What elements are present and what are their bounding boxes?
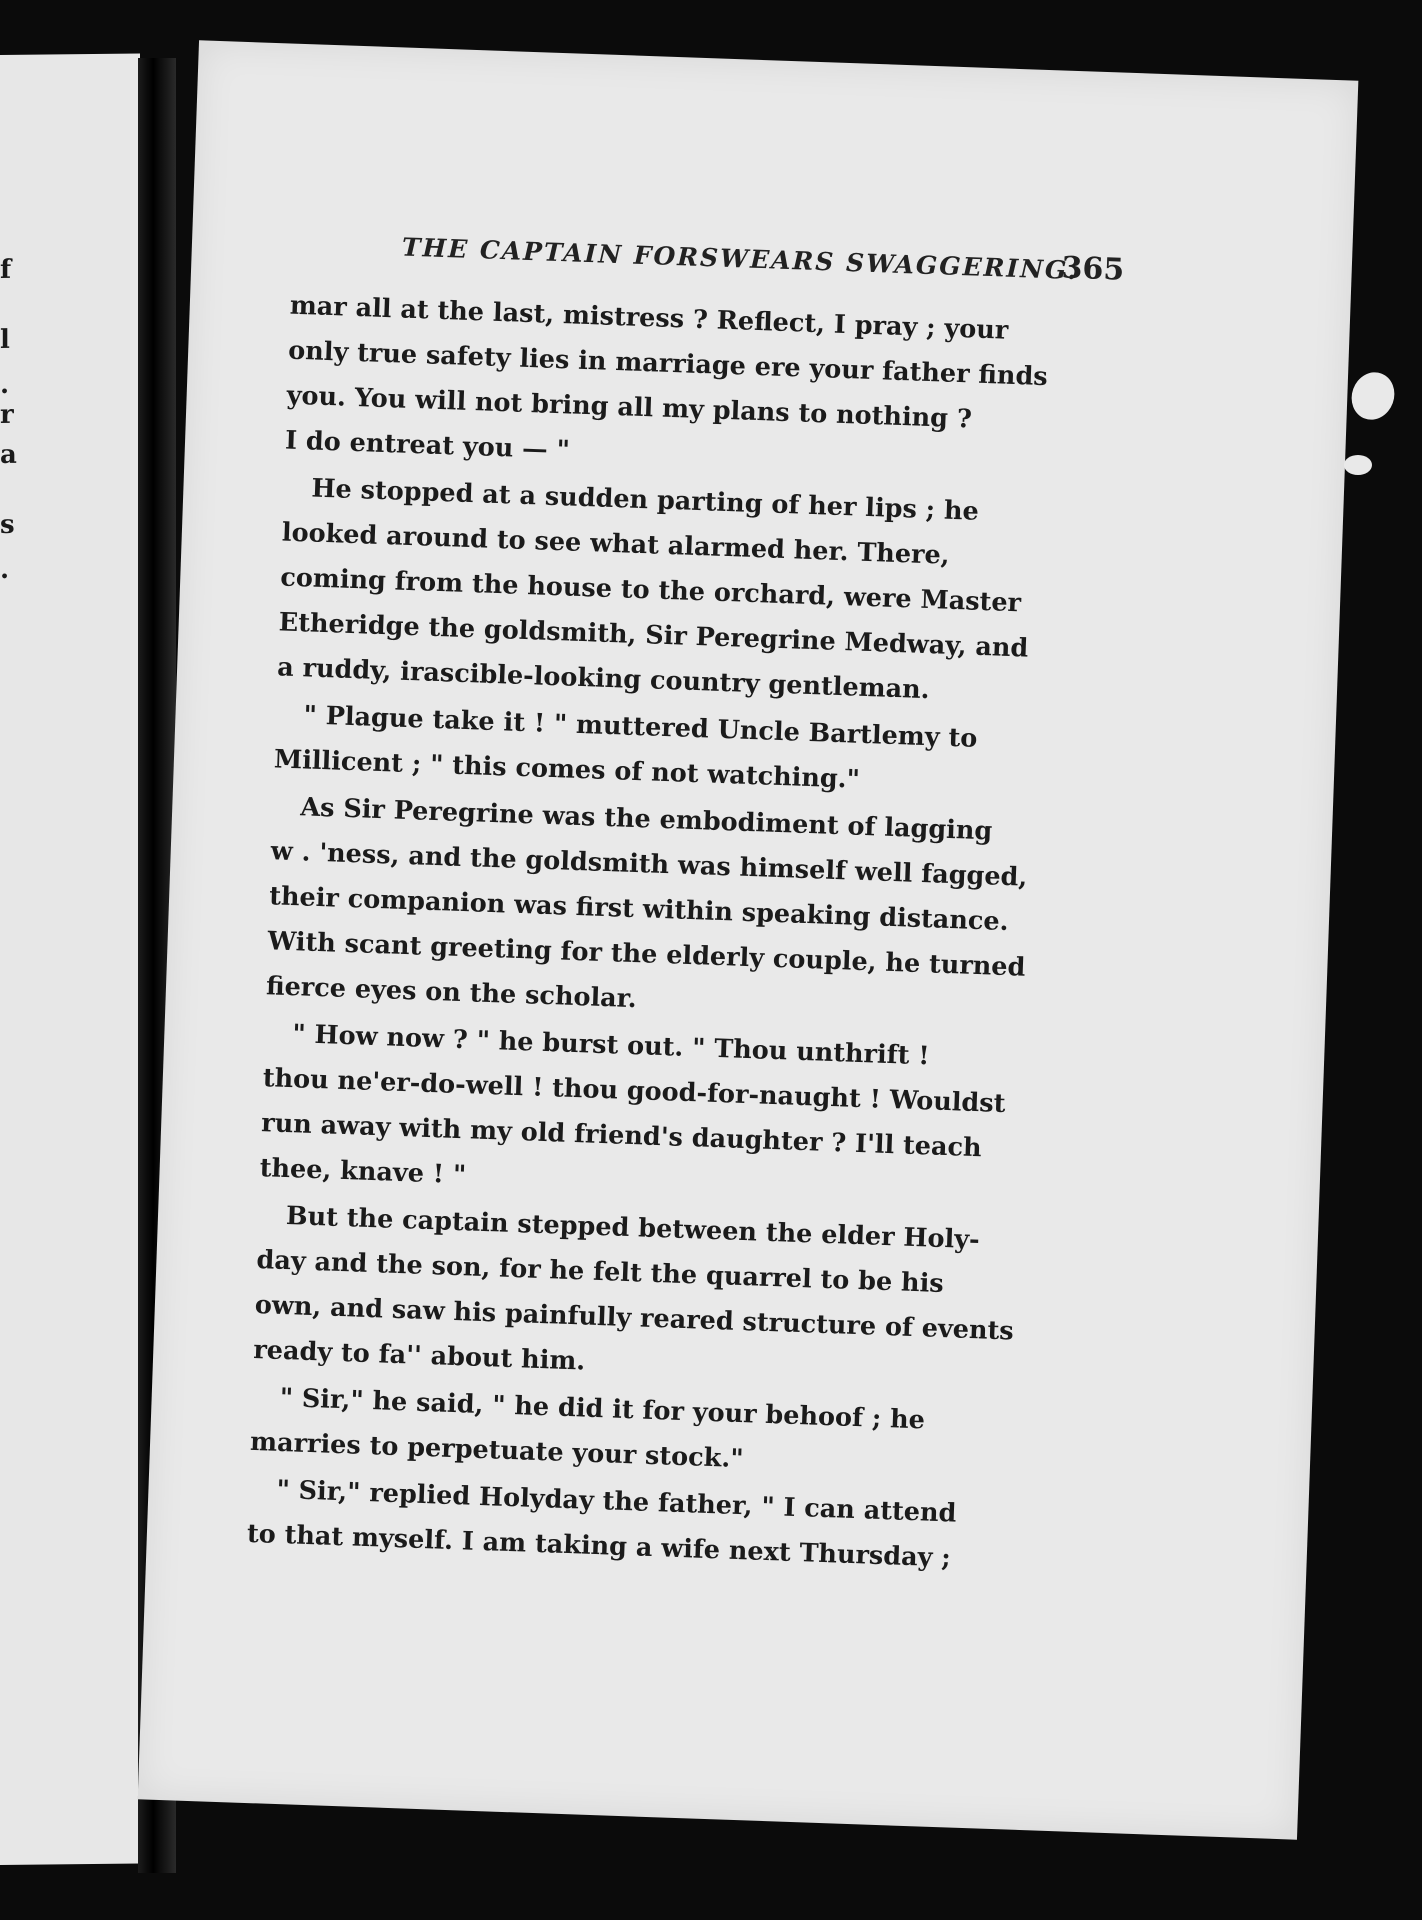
text-line: thou ne'er-do-well ! thou good-for-naught ! Wouldst: [262, 1063, 1006, 1120]
text-line: to that myself. I am taking a wife next Thursday ;: [246, 1518, 952, 1574]
page-number: 365: [1061, 250, 1125, 288]
text-line: looked around to see what alarmed her. There,: [281, 517, 951, 571]
book-page: [138, 40, 1359, 1839]
text-line: day and the son, for he felt the quarrel to be his: [256, 1245, 945, 1300]
paragraph: [259, 1011, 1006, 1214]
text-line: you. You will not bring all my plans to nothing ?: [286, 380, 973, 435]
text-line: their companion was first within speaking distance.: [268, 881, 1010, 938]
body-text: [246, 284, 1049, 1582]
paper-scrap: [1345, 366, 1401, 425]
paragraph: [276, 466, 1029, 714]
text-line: a ruddy, irascible-looking country gentleman.: [276, 652, 931, 706]
text-line: coming from the house to the orchard, were Master: [279, 562, 1022, 619]
text-line: own, and saw his painfully reared structure of events: [254, 1290, 1015, 1347]
left-page-letter-fragment: .: [0, 554, 10, 585]
text-line: With scant greeting for the elderly couple, he turned: [267, 926, 1026, 983]
text-line: only true safety lies in marriage ere your father finds: [287, 335, 1049, 393]
text-line: I do entreat you — ": [284, 425, 571, 466]
running-head: THE CAPTAIN FORSWEARS SWAGGERING.: [401, 232, 1079, 286]
text-line: Etheridge the goldsmith, Sir Peregrine Medway, and: [278, 607, 1029, 664]
paragraph: [284, 284, 1049, 487]
text-line: " Sir," replied Holyday the father, " I can attend: [275, 1474, 957, 1529]
text-line: As Sir Peregrine was the embodiment of lagging: [299, 792, 993, 847]
text-line: Millicent ; " this comes of not watching.": [273, 744, 861, 795]
text-line: w . 'ness, and the goldsmith was himself well fagged,: [270, 836, 1028, 893]
text-line: " Plague take it ! " muttered Uncle Bartlemy to: [303, 700, 978, 754]
paper-scrap: [1344, 455, 1372, 475]
text-line: He stopped at a sudden parting of her lips ; he: [310, 473, 980, 527]
left-page-letter-fragment: f: [0, 254, 12, 285]
left-facing-page: [0, 54, 140, 1865]
paragraph: [265, 784, 1028, 1032]
text-line: thee, knave ! ": [259, 1153, 467, 1191]
text-line: mar all at the last, mistress ? Reflect, I pray ; your: [289, 290, 1009, 346]
text-line: " Sir," he said, " he did it for your behoof ; he: [279, 1382, 926, 1436]
text-line: run away with my old friend's daughter ? I'll teach: [260, 1108, 983, 1164]
text-line: " How now ? " he burst out. " Thou unthrift !: [291, 1019, 931, 1072]
left-page-letter-fragment: s: [0, 509, 15, 540]
text-line: fierce eyes on the scholar.: [265, 971, 638, 1015]
text-line: marries to perpetuate your stock.": [249, 1426, 745, 1475]
left-page-letter-fragment: a: [0, 439, 17, 470]
left-page-letter-fragment: l: [0, 324, 10, 355]
text-line: ready to fa'' about him.: [252, 1334, 586, 1377]
paragraph: [252, 1193, 1015, 1396]
left-page-letter-fragment: .: [0, 369, 10, 400]
left-page-letter-fragment: r: [0, 399, 14, 430]
text-line: But the captain stepped between the elder Holy-: [285, 1201, 981, 1256]
